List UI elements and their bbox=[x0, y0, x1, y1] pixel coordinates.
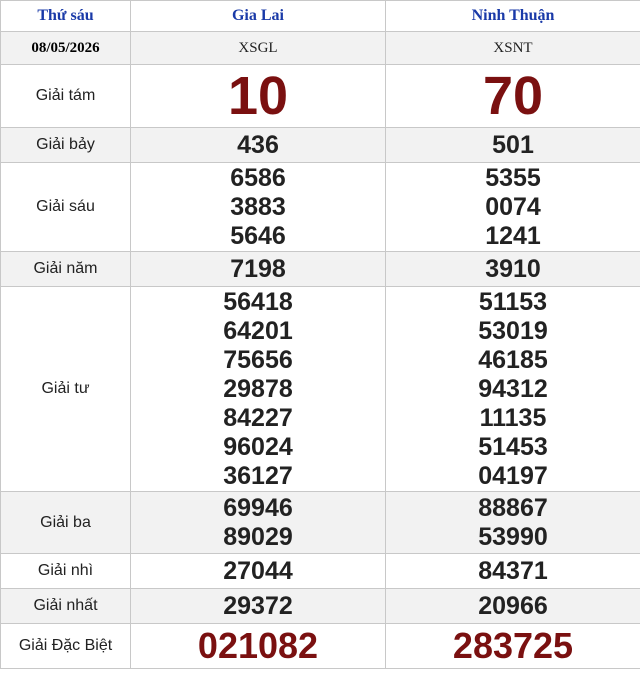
prize-number: 11135 bbox=[479, 403, 547, 432]
prize-row-g3 bbox=[1, 492, 640, 554]
prize-row-g5 bbox=[1, 252, 640, 287]
prize-number: 56418 bbox=[223, 287, 293, 316]
prize-number: 3883 bbox=[230, 192, 286, 221]
prize-number: 36127 bbox=[223, 461, 293, 490]
prize-label-g1: Giải nhất bbox=[1, 589, 131, 624]
prize-number: 75656 bbox=[223, 345, 293, 374]
prize-g5-gia-lai: 7198 bbox=[131, 252, 386, 287]
prize-g7-ninh-thuan: 501 bbox=[386, 128, 640, 163]
prize-g6-gia-lai bbox=[131, 163, 386, 252]
prize-number: 53019 bbox=[478, 316, 548, 345]
prize-number: 46185 bbox=[478, 345, 548, 374]
prize-row-g1 bbox=[1, 589, 640, 624]
prize-g3-gia-lai bbox=[131, 492, 386, 554]
prize-number: 51153 bbox=[478, 287, 548, 316]
prize-number: 53990 bbox=[478, 522, 548, 551]
prize-row-g6 bbox=[1, 163, 640, 252]
prize-g2-ninh-thuan: 84371 bbox=[386, 554, 640, 589]
prize-g8-gia-lai: 10 bbox=[131, 65, 386, 128]
prize-label-g7: Giải bảy bbox=[1, 128, 131, 163]
prize-special-ninh-thuan: 283725 bbox=[386, 624, 640, 669]
prize-number: 51453 bbox=[478, 432, 548, 461]
prize-label-g8: Giải tám bbox=[1, 65, 131, 128]
prize-row-g4 bbox=[1, 287, 640, 492]
prize-label-g6: Giải sáu bbox=[1, 163, 131, 252]
prize-number: 84227 bbox=[223, 403, 293, 432]
prize-number: 29878 bbox=[223, 374, 293, 403]
code-gia-lai: XSGL bbox=[131, 32, 386, 65]
prize-g1-gia-lai: 29372 bbox=[131, 589, 386, 624]
prize-number: 0074 bbox=[485, 192, 541, 221]
prize-number: 69946 bbox=[223, 493, 293, 522]
prize-number: 6586 bbox=[230, 163, 286, 192]
prize-label-g2: Giải nhì bbox=[1, 554, 131, 589]
code-ninh-thuan: XSNT bbox=[386, 32, 640, 65]
prize-label-g4: Giải tư bbox=[1, 287, 131, 492]
prize-g4-ninh-thuan bbox=[386, 287, 640, 492]
prize-number: 5646 bbox=[230, 221, 286, 250]
prize-label-special: Giải Đặc Biệt bbox=[1, 624, 131, 669]
prize-g2-gia-lai: 27044 bbox=[131, 554, 386, 589]
prize-number: 04197 bbox=[478, 461, 548, 490]
prize-number: 1241 bbox=[485, 221, 541, 250]
prize-label-g3: Giải ba bbox=[1, 492, 131, 554]
day-of-week[interactable]: Thứ sáu bbox=[1, 1, 131, 32]
prize-number: 89029 bbox=[223, 522, 293, 551]
prize-g1-ninh-thuan: 20966 bbox=[386, 589, 640, 624]
codes-row bbox=[1, 32, 640, 65]
prize-label-g5: Giải năm bbox=[1, 252, 131, 287]
prize-g6-ninh-thuan bbox=[386, 163, 640, 252]
prize-special-gia-lai: 021082 bbox=[131, 624, 386, 669]
prize-g3-ninh-thuan bbox=[386, 492, 640, 554]
prize-row-g7 bbox=[1, 128, 640, 163]
header-row bbox=[1, 1, 640, 32]
prize-number: 64201 bbox=[223, 316, 293, 345]
prize-g7-gia-lai: 436 bbox=[131, 128, 386, 163]
prize-number: 94312 bbox=[478, 374, 548, 403]
province-gia-lai[interactable]: Gia Lai bbox=[131, 1, 386, 32]
prize-g4-gia-lai bbox=[131, 287, 386, 492]
province-ninh-thuan[interactable]: Ninh Thuận bbox=[386, 1, 640, 32]
prize-g8-ninh-thuan: 70 bbox=[386, 65, 640, 128]
prize-g5-ninh-thuan: 3910 bbox=[386, 252, 640, 287]
prize-row-g8 bbox=[1, 65, 640, 128]
draw-date: 08/05/2026 bbox=[1, 32, 131, 65]
prize-number: 88867 bbox=[478, 493, 548, 522]
prize-row-special bbox=[1, 624, 640, 669]
prize-number: 5355 bbox=[485, 163, 541, 192]
prize-row-g2 bbox=[1, 554, 640, 589]
prize-number: 96024 bbox=[223, 432, 293, 461]
